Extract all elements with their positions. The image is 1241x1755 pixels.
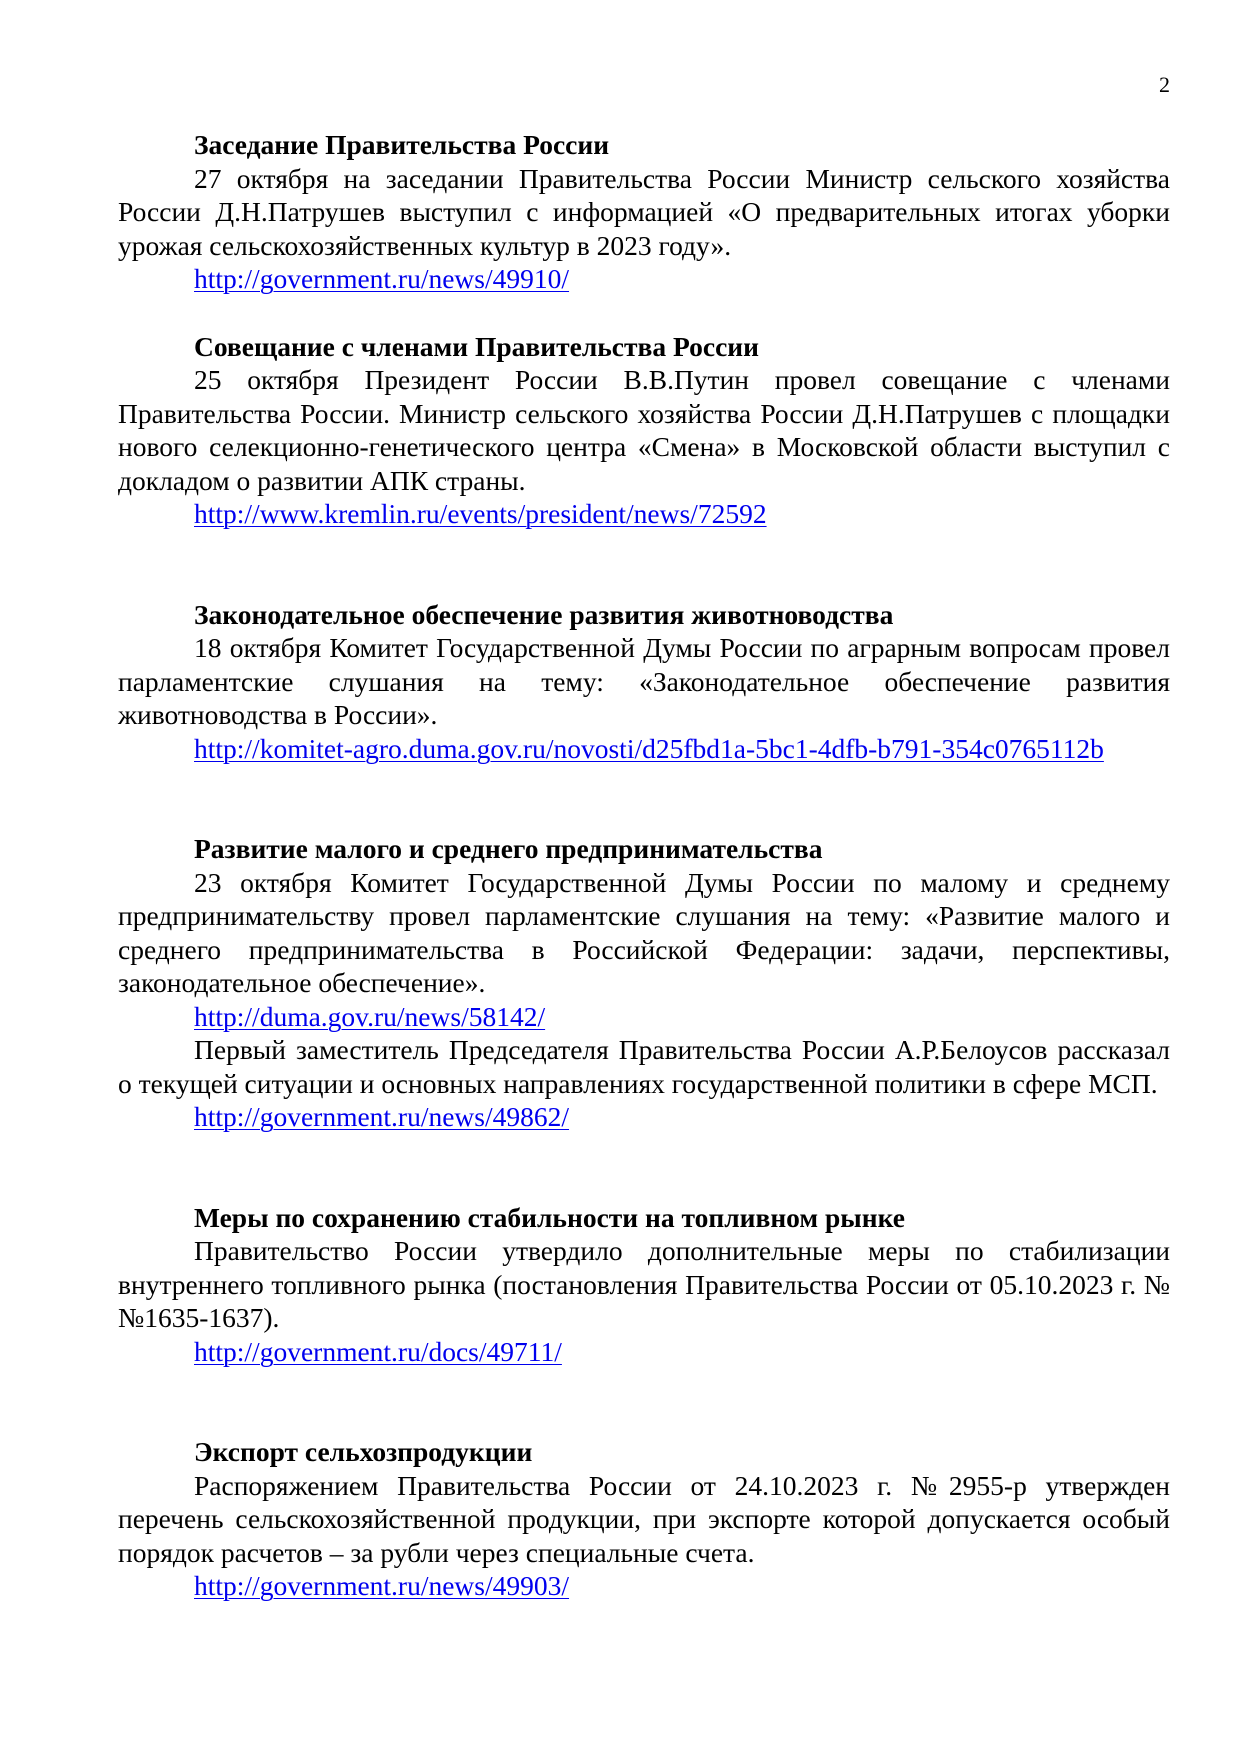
section-title: Законодательное обеспечение развития животноводства	[194, 598, 894, 630]
section-title: Совещание с членами Правительства России	[194, 330, 759, 362]
section-paragraph: 27 октября на заседании Правительства России Министр сельского хозяйства России Д.Н.Патрушев выступил с информацией «О предварительных итогах уборки урожая сельскохозяйственных культур в 2023 году».	[118, 162, 1170, 261]
section-spacer	[118, 296, 1170, 330]
source-link[interactable]: http://www.kremlin.ru/events/president/news/72592	[194, 498, 767, 529]
news-section	[118, 1435, 1170, 1603]
document-body	[118, 128, 1170, 1603]
news-section	[118, 330, 1170, 531]
page-number: 2	[1159, 72, 1170, 97]
source-link[interactable]: http://government.ru/news/49910/	[194, 263, 570, 294]
section-paragraph: 18 октября Комитет Государственной Думы России по аграрным вопросам провел парламентские слушания на тему: «Законодательное обеспечение развития животноводства в России».	[118, 632, 1170, 730]
news-section	[118, 598, 1170, 766]
section-paragraph: 23 октября Комитет Государственной Думы России по малому и среднему предпринимательству провел парламентские слушания на тему: «Развитие малого и среднего предпринимательства в Российской Федерации: задачи, перспективы, законодательное обеспечение».	[118, 866, 1170, 998]
source-link[interactable]: http://government.ru/docs/49711/	[194, 1335, 562, 1367]
source-link-line	[118, 732, 1170, 766]
section-spacer	[118, 765, 1170, 832]
news-section	[118, 832, 1170, 1134]
news-section	[118, 128, 1170, 296]
section-paragraph: Распоряжением Правительства России от 24.10.2023 г. №2955-р утвержден перечень сельскохозяйственной продукции, при экспорте которой допускается особый порядок расчетов – за рубли через специальные счета.	[118, 1469, 1170, 1568]
source-link-line	[118, 262, 1170, 296]
source-link-line	[118, 497, 1170, 531]
section-title: Меры по сохранению стабильности на топливном рынке	[194, 1201, 905, 1233]
section-spacer	[118, 1134, 1170, 1201]
source-link-line	[118, 1100, 1170, 1134]
section-paragraph: 25 октября Президент России В.В.Путин провел совещание с членами Правительства России. Министр сельского хозяйства России Д.Н.Патрушев с площадки нового селекционно-генетического центра «Смена» в Московской области выступил с докладом о развитии АПК страны.	[118, 364, 1170, 496]
section-spacer	[118, 1368, 1170, 1435]
section-paragraph: Правительство России утвердило дополнительные меры по стабилизации внутреннего топливного рынка (постановления Правительства России от 05.10.2023 г. №№1635-1637).	[118, 1235, 1170, 1333]
section-title: Заседание Правительства России	[194, 129, 610, 160]
source-link[interactable]: http://government.ru/news/49862/	[194, 1101, 570, 1132]
source-link-line	[118, 1335, 1170, 1369]
section-paragraph: Первый заместитель Председателя Правительства России А.Р.Белоусов рассказал о текущей ситуации и основных направлениях государственной политики в сфере МСП.	[118, 1034, 1170, 1099]
source-link[interactable]: http://government.ru/news/49903/	[194, 1570, 570, 1601]
section-spacer	[118, 531, 1170, 598]
section-title: Экспорт сельхозпродукции	[194, 1436, 533, 1467]
source-link[interactable]: http://komitet-agro.duma.gov.ru/novosti/d25fbd1a-5bc1-4dfb-b791-354c0765112b	[194, 732, 1104, 764]
source-link-line	[118, 1569, 1170, 1603]
source-link[interactable]: http://duma.gov.ru/news/58142/	[194, 1000, 546, 1032]
news-section	[118, 1201, 1170, 1369]
section-title: Развитие малого и среднего предпринимательства	[194, 833, 823, 864]
source-link-line	[118, 1000, 1170, 1034]
